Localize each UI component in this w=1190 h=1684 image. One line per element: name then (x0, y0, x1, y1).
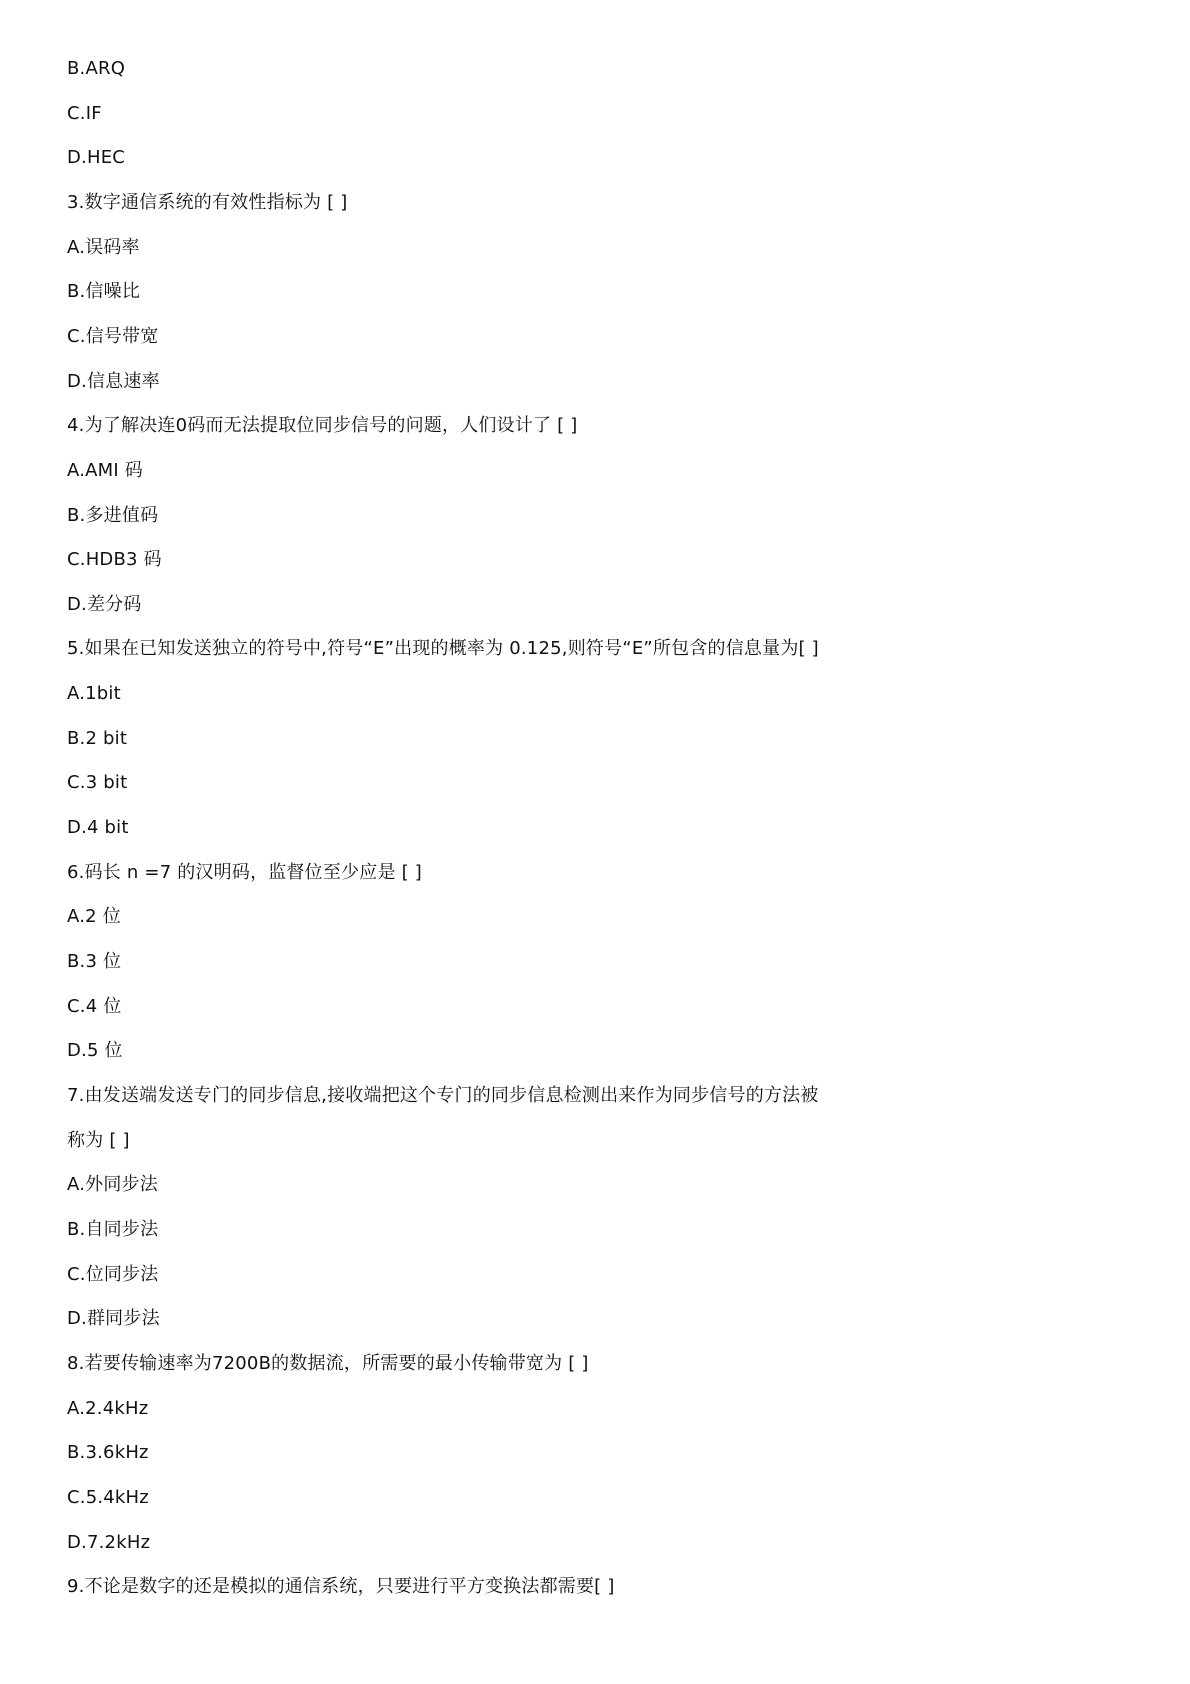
answer-option: A.2.4kHz (67, 1397, 149, 1419)
answer-option: D.4 bit (67, 817, 129, 838)
answer-option: D.HEC (67, 147, 126, 169)
answer-option: D.群同步法 (67, 1308, 160, 1330)
question-text: 7.由发送端发送专门的同步信息,接收端把这个专门的同步信息检测出来作为同步信号的方法被 (67, 1085, 819, 1106)
answer-option: C.IF (67, 102, 102, 124)
answer-option: C.HDB3 码 (67, 549, 162, 571)
answer-option: C.4 位 (67, 995, 122, 1017)
answer-option: D.5 位 (67, 1040, 123, 1062)
answer-option: B.信噪比 (67, 281, 141, 303)
question-text: 5.如果在已知发送独立的符号中,符号“E”出现的概率为 0.125,则符号“E”所包含的信息量为[ ] (67, 638, 819, 660)
answer-option: B.3 位 (67, 951, 122, 972)
answer-option: A.2 位 (67, 906, 121, 928)
answer-option: B.自同步法 (67, 1218, 159, 1240)
answer-option: B.ARQ (67, 58, 126, 79)
answer-option: B.3.6kHz (67, 1442, 149, 1464)
question-text-continued: 称为 [ ] (67, 1129, 130, 1151)
answer-option: A.误码率 (67, 236, 140, 258)
answer-option: D.7.2kHz (67, 1531, 151, 1553)
answer-option: C.信号带宽 (67, 325, 159, 347)
answer-option: B.多进值码 (67, 504, 159, 526)
answer-option: D.信息速率 (67, 370, 160, 392)
answer-option: A.AMI 码 (67, 459, 143, 481)
answer-option: C.5.4kHz (67, 1486, 149, 1508)
question-text: 9.不论是数字的还是模拟的通信系统，只要进行平方变换法都需要[ ] (67, 1576, 615, 1598)
question-text: 6.码长 n =7 的汉明码，监督位至少应是 [ ] (67, 861, 422, 883)
question-text: 8.若要传输速率为7200B的数据流，所需要的最小传输带宽为 [ ] (67, 1352, 589, 1374)
answer-option: D.差分码 (67, 593, 142, 615)
answer-option: C.3 bit (67, 772, 128, 794)
question-text: 3.数字通信系统的有效性指标为 [ ] (67, 191, 348, 213)
answer-option: A.1bit (67, 683, 121, 705)
answer-option: A.外同步法 (67, 1174, 158, 1196)
question-text: 4.为了解决连0码而无法提取位同步信号的问题，人们设计了 [ ] (67, 415, 578, 437)
answer-option: C.位同步法 (67, 1263, 159, 1285)
answer-option: B.2 bit (67, 727, 128, 749)
